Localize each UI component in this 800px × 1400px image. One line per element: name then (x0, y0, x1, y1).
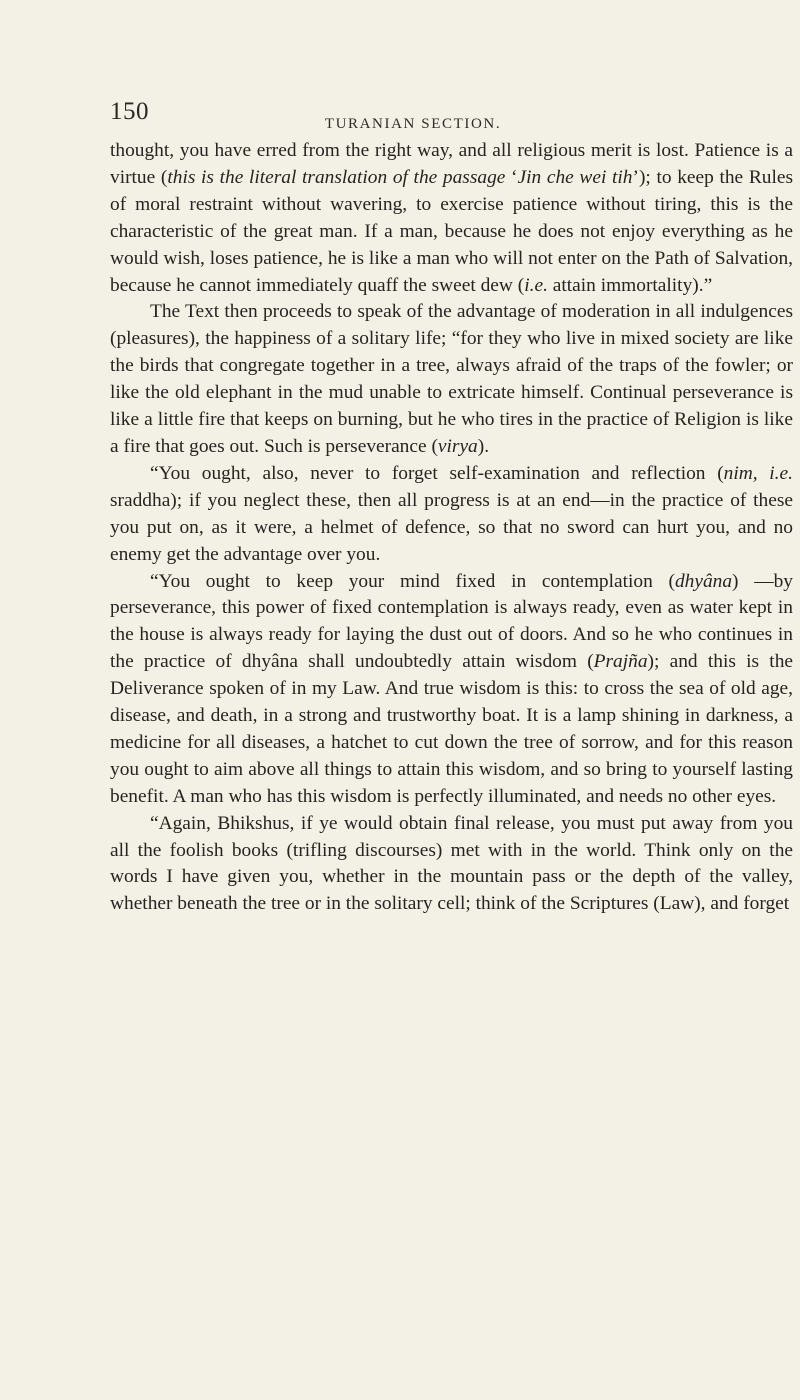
text-run: ); and this is the Deliverance spoken of in my Law. And true wisdom is this: to cross the sea of old age, disease, and death, in a strong and trustworthy boat. It is a lamp shining in darkness, a medicine for all diseases, a hatchet to cut down the tree of sorrow, and for this reason you ought to aim above all things to attain this wisdom, and so bring to yourself lasting benefit. A man who has this wisdom is perfectly illuminated, and needs no other eyes. (110, 651, 793, 807)
italic-text: virya (437, 435, 478, 457)
paragraph (110, 461, 793, 569)
italic-text: i.e. (524, 274, 548, 296)
text-run: ‘ (505, 166, 518, 188)
paragraph (110, 138, 793, 299)
paragraph (110, 811, 793, 919)
paragraph (110, 299, 793, 460)
text-run: ). (477, 435, 490, 457)
italic-text: nim, i.e. (723, 462, 793, 484)
text-run: ) —by perseverance, this power of fixed contemplation is always ready, even as water kept in the house is always ready for laying the dust out of doors. And so he who continues in the practice of dhyâna shall undoubtedly attain wisdom ( (110, 570, 793, 673)
text-run: The Text then proceeds to speak of the advantage of moderation in all indulgences (pleasures), the happiness of a solitary life; “for they who live in mixed society are like the birds that congregate together in a tree, always afraid of the traps of the fowler; or like the old elephant in the mud unable to extricate himself. Continual perseverance is like a little fire that keeps on burning, but he who tires in the practice of Religion is like a fire that goes out. Such is perseverance ( (110, 301, 793, 457)
italic-text: Jin che wei tih (517, 166, 633, 188)
italic-text: Prajña (593, 651, 648, 673)
paragraph (110, 569, 793, 811)
text-run: attain immortality).” (547, 274, 713, 296)
running-head: TURANIAN SECTION. (324, 116, 502, 132)
text-run: “Again, Bhikshus, if ye would obtain final release, you must put away from you all the foolish books (trifling discourses) met with in the world. Think only on the words I have given you, whether in the mountain pass or the depth of the valley, whether beneath the tree or in the solitary cell; think of the Scriptures (Law), and forget (110, 812, 793, 915)
text-run: sraddha); if you neglect these, then all progress is at an end—in the practice of these you put on, as it were, a helmet of defence, so that no sword can hurt you, and no enemy get the advantage over you. (110, 489, 793, 565)
body-text (110, 138, 793, 918)
text-run: ’); to keep the Rules of moral restraint without wavering, to exercise patience without tiring, this is the characteristic of the great man. If a man, because he does not enjoy everything as he would wish, loses patience, he is like a man who will not enter on the Path of Salvation, because he cannot immediately quaff the sweet dew ( (110, 166, 793, 296)
text-run: “You ought to keep your mind fixed in contemplation ( (150, 570, 675, 592)
italic-text: this is the literal translation of the passage (167, 166, 506, 188)
text-run: thought, you have erred from the right way, and all religious merit is lost. Patience is a virtue ( (110, 140, 793, 188)
text-run: “You ought, also, never to forget self-examination and reflection ( (150, 462, 724, 484)
page-number: 150 (110, 98, 149, 125)
italic-text: dhyâna (674, 570, 733, 592)
